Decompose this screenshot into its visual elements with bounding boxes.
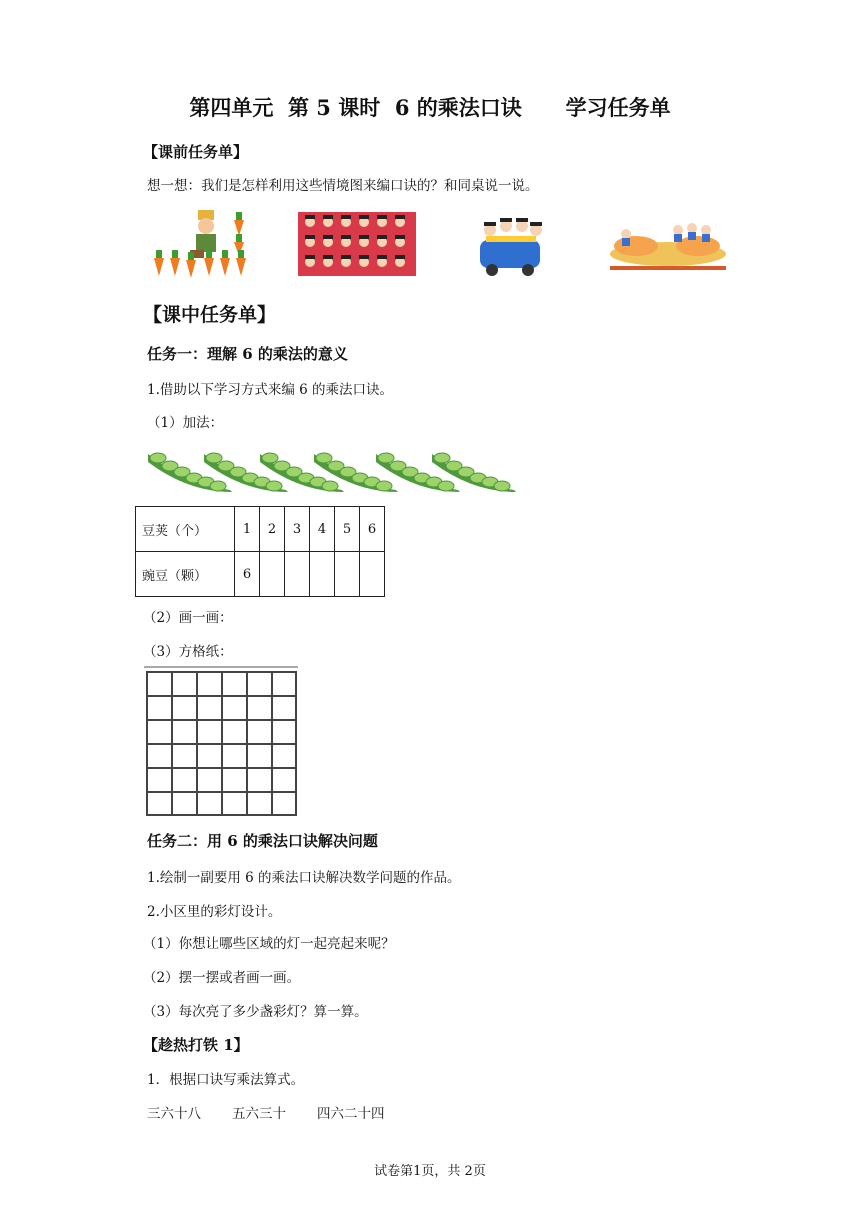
task1-sub1: （1）加法：	[147, 415, 224, 431]
audience-seats-image	[298, 212, 416, 276]
rhyme-1: 三六十八	[147, 1106, 201, 1122]
table-cell-peas-label: 豌豆（颗）	[136, 552, 235, 597]
table-row	[136, 507, 385, 552]
task2-item2: 2.小区里的彩灯设计。	[147, 904, 282, 920]
pre-task-heading: 【课前任务单】	[143, 143, 249, 161]
task1-sub2: （2）画一画：	[143, 610, 233, 626]
table-cell-blank[interactable]	[335, 552, 360, 597]
roller-coaster-image	[474, 212, 548, 278]
rhyme-2: 五六三十	[232, 1106, 286, 1122]
page-title: 第四单元 第 5 课时 6 的乘法口诀 学习任务单	[189, 95, 671, 120]
table-cell: 3	[285, 507, 310, 552]
task2-item1: 1.绘制一副要用 6 的乘法口诀解决数学问题的作品。	[147, 870, 461, 886]
practice-heading: 【趁热打铁 1】	[143, 1036, 249, 1054]
task2-heading: 任务二：用 6 的乘法口诀解决问题	[147, 832, 378, 850]
table-cell-pods-label: 豆荚（个）	[136, 507, 235, 552]
table-cell: 1	[235, 507, 260, 552]
task2-sub2: （2）摆一摆或者画一画。	[143, 970, 301, 986]
table-cell-blank[interactable]	[285, 552, 310, 597]
table-cell: 6	[360, 507, 385, 552]
table-cell: 6	[235, 552, 260, 597]
table-cell-blank[interactable]	[260, 552, 285, 597]
table-cell-blank[interactable]	[310, 552, 335, 597]
task2-sub1: （1）你想让哪些区域的灯一起亮起来呢？	[143, 936, 395, 952]
task1-item1: 1.借助以下学习方式来编 6 的乘法口诀。	[147, 382, 394, 398]
rhyme-3: 四六二十四	[317, 1106, 385, 1122]
task1-heading: 任务一：理解 6 的乘法的意义	[147, 345, 348, 363]
pea-pod-table	[135, 506, 385, 597]
table-row	[136, 552, 385, 597]
airplane-ride-image	[606, 220, 730, 272]
table-cell-blank[interactable]	[360, 552, 385, 597]
carrot-farmer-image	[148, 206, 252, 278]
grid-paper	[144, 666, 298, 818]
pea-pods-image	[146, 444, 522, 494]
task1-sub3: （3）方格纸：	[143, 644, 233, 660]
table-cell: 5	[335, 507, 360, 552]
in-class-heading: 【课中任务单】	[143, 304, 277, 326]
practice-item1: 1．根据口诀写乘法算式。	[147, 1072, 305, 1088]
page-footer: 试卷第1页，共 2页	[374, 1164, 486, 1179]
pre-task-prompt: 想一想：我们是怎样利用这些情境图来编口诀的？和同桌说一说。	[147, 178, 539, 194]
table-cell: 2	[260, 507, 285, 552]
table-cell: 4	[310, 507, 335, 552]
task2-sub3: （3）每次亮了多少盏彩灯？算一算。	[143, 1004, 368, 1020]
